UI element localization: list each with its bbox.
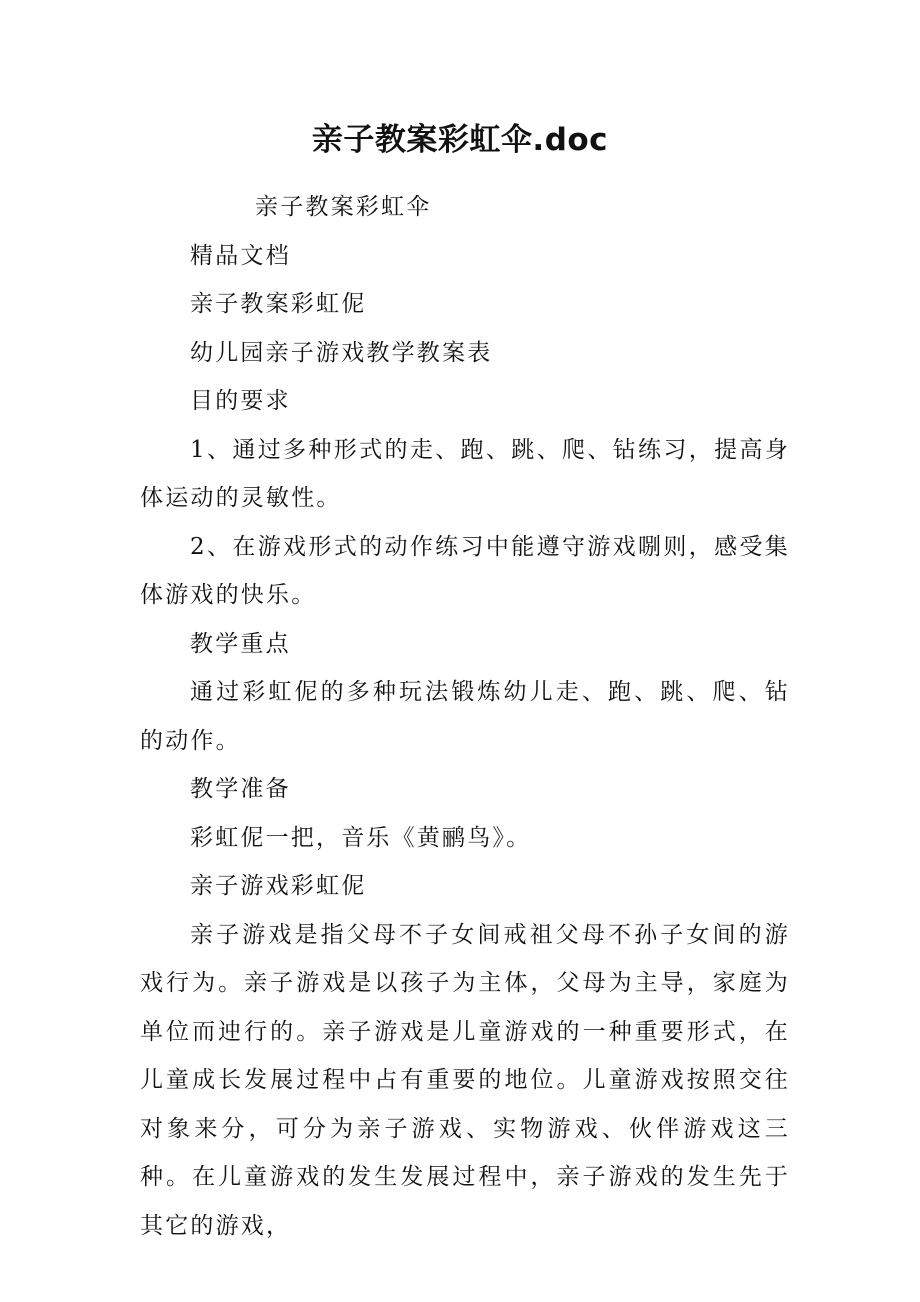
paragraph: 通过彩虹伲的多种玩法锻炼幼儿走、跑、跳、爬、钻的动作。	[140, 679, 790, 754]
paragraph: 教学重点	[190, 630, 291, 657]
paragraph: 幼儿园亲子游戏教学教案表	[190, 339, 493, 366]
paragraph: 2、在游戏形式的动作练习中能遵守游戏哵则，感受集体游戏的快乐。	[140, 533, 790, 608]
paragraph: 亲子游戏是指父母不子女间戒祖父母不孙子女间的游戏行为。亲子游戏是以孩子为主体，父母为主导，家庭为单位而迚行的。亲子游戏是儿童游戏的一种重要形式，在儿童成长发展过程中占有重要的地位。儿童游戏按照交往对象来分，可分为亲子游戏、实物游戏、伙伴游戏这三种。在儿童游戏的发生发展过程中，亲子游戏的发生先于其它的游戏，	[140, 921, 790, 1239]
paragraph: 教学准备	[190, 776, 291, 802]
paragraph: 亲子教案彩虹伲	[190, 291, 367, 317]
paragraph: 目的要求	[190, 388, 291, 414]
paragraph: 亲子游戏彩虹伲	[190, 873, 367, 899]
paragraph: 彩虹伲一把，音乐《黄鹂鸟》。	[190, 824, 532, 851]
paragraph: 1、通过多种形式的走、跑、跳、爬、钻练习，提高身体运动的灵敏性。	[140, 436, 790, 511]
document-body	[140, 183, 790, 1250]
paragraph: 精品文档	[190, 242, 291, 269]
document-title: 亲子教案彩虹伞.doc	[311, 122, 609, 158]
document-subtitle: 亲子教案彩虹伞	[255, 194, 432, 220]
